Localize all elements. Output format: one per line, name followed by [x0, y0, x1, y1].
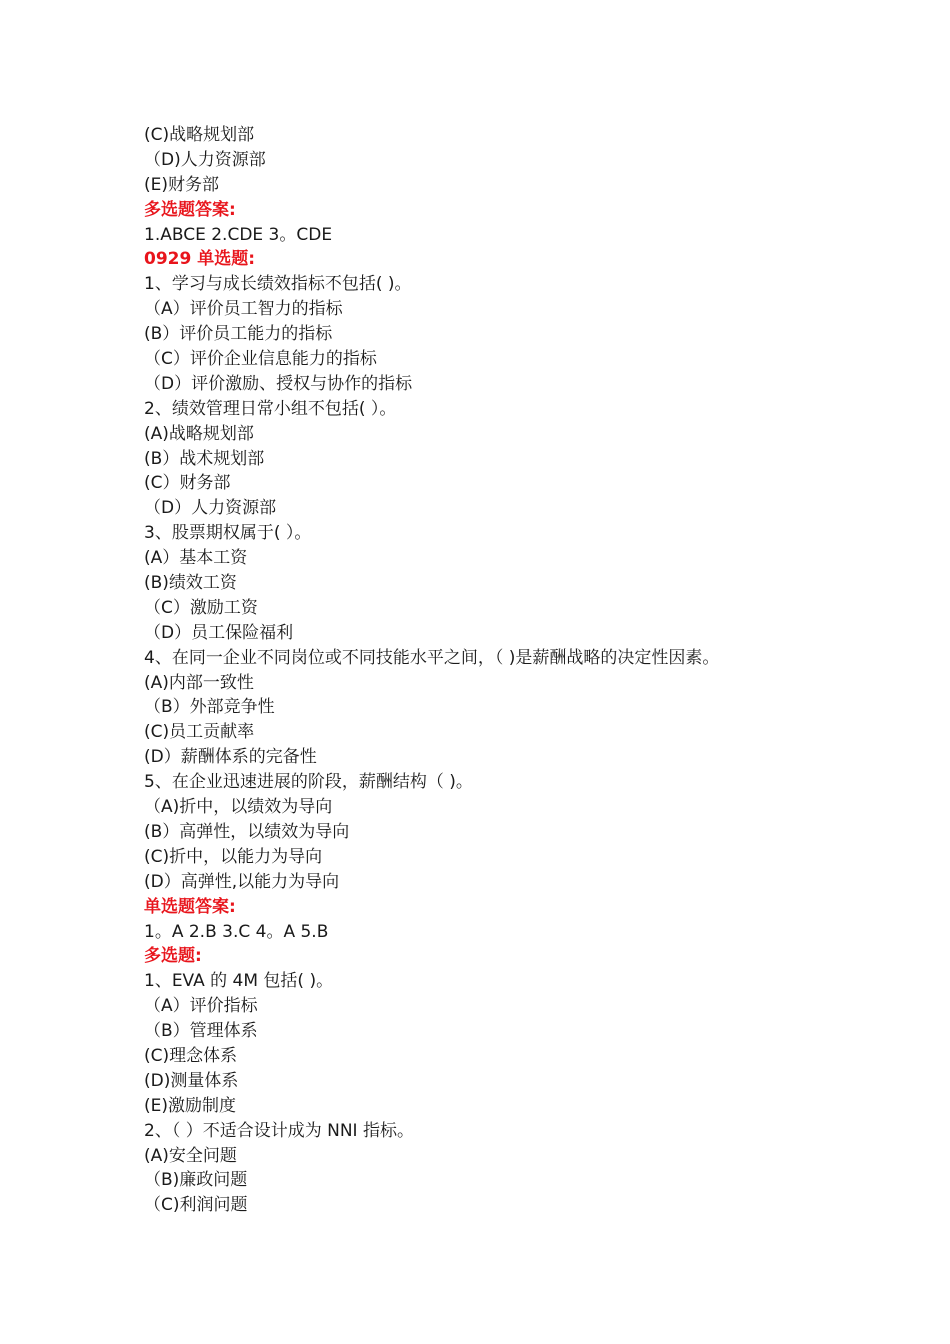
text-line: (D）高弹性,以能力为导向	[144, 871, 340, 892]
text-line: 2、绩效管理日常小组不包括( ）。	[144, 398, 397, 419]
text-line: (C)理念体系	[144, 1045, 238, 1066]
text-line: (C)折中，以能力为导向	[144, 846, 323, 867]
text-line: （A）评价员工智力的指标	[144, 299, 343, 320]
text-line: (C)战略规划部	[144, 125, 255, 145]
text-line: 4、在同一企业不同岗位或不同技能水平之间，（ )是薪酬战略的决定性因素。	[144, 647, 720, 668]
text-line: （B）外部竞争性	[144, 697, 275, 718]
text-line: (E)财务部	[144, 174, 220, 195]
text-line: (A)战略规划部	[144, 423, 254, 444]
section-heading: 0929 单选题:	[144, 249, 256, 270]
section-heading: 单选题答案:	[144, 896, 236, 917]
text-line: (B）战术规划部	[144, 448, 265, 469]
text-line: (B)绩效工资	[144, 573, 237, 594]
text-line: (B）评价员工能力的指标	[144, 324, 333, 345]
text-line: 1.ABCE 2.CDE 3。CDE	[144, 224, 333, 245]
text-line: 2、（ ）不适合设计成为 NNI 指标。	[144, 1120, 414, 1141]
text-line: (E)激励制度	[144, 1095, 237, 1116]
section-heading: 多选题答案:	[144, 199, 236, 220]
text-line: （C）激励工资	[144, 597, 258, 618]
text-line: (A)内部一致性	[144, 672, 254, 693]
text-line: 3、股票期权属于( ）。	[144, 523, 312, 544]
text-line: （A)折中，以绩效为导向	[144, 797, 333, 818]
text-line: 1。A 2.B 3.C 4。A 5.B	[144, 921, 329, 942]
text-line: 1、EVA 的 4M 包括( )。	[144, 971, 334, 992]
text-line: （D）评价激励、授权与协作的指标	[144, 373, 413, 394]
text-line: (D）薪酬体系的完备性	[144, 747, 317, 768]
text-line: （A）评价指标	[144, 996, 258, 1017]
text-line: （C）评价企业信息能力的指标	[144, 349, 377, 370]
text-line: 5、在企业迅速进展的阶段，薪酬结构（ )。	[144, 772, 473, 793]
text-line: （C)利润问题	[144, 1195, 248, 1216]
text-line: (A)安全问题	[144, 1145, 237, 1166]
document-body	[144, 123, 824, 1218]
text-line: 1、学习与成长绩效指标不包括( )。	[144, 274, 412, 295]
text-line: (D)测量体系	[144, 1070, 239, 1091]
text-line: (A）基本工资	[144, 548, 248, 569]
text-line: （D)人力资源部	[144, 149, 266, 170]
text-line: (C）财务部	[144, 473, 231, 494]
text-line: （D）人力资源部	[144, 498, 277, 519]
text-line: （B)廉政问题	[144, 1170, 248, 1191]
text-line: (C)员工贡献率	[144, 722, 255, 743]
text-line: （D）员工保险福利	[144, 622, 294, 643]
text-line: (B）高弹性，以绩效为导向	[144, 821, 350, 842]
section-heading: 多选题:	[144, 946, 202, 967]
text-line: （B）管理体系	[144, 1021, 258, 1042]
